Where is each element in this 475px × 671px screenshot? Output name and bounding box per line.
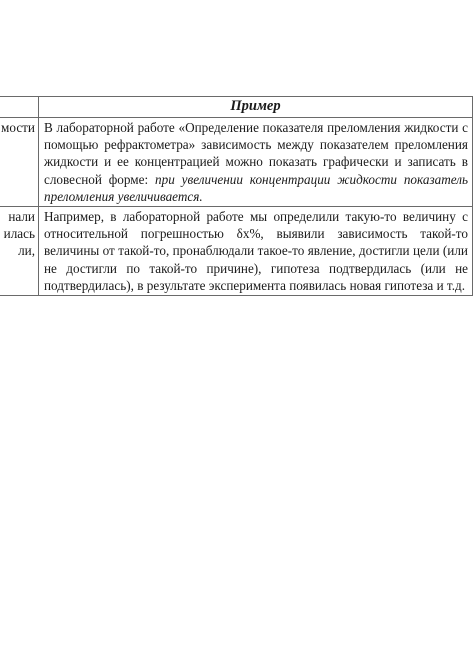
header-cell-left	[0, 97, 39, 118]
table-row	[0, 118, 473, 207]
example-cell	[39, 207, 473, 296]
example-italic-text: при увеличении концентрации жидкости показатель преломления увеличивается.	[44, 171, 468, 204]
left-cell-fragment: ли,	[18, 243, 35, 259]
table-header-row	[0, 97, 473, 118]
left-cell-fragment: мости	[1, 120, 35, 135]
left-cell-fragment: илась	[3, 226, 35, 242]
example-paragraph	[44, 119, 468, 205]
left-cell-truncated	[0, 118, 39, 207]
document-table	[0, 96, 473, 296]
example-cell	[39, 118, 473, 207]
header-cell-example: Пример	[39, 97, 473, 118]
example-paragraph: Например, в лабораторной работе мы определили такую-то величину с относительной погрешностью δх%, выявили зависимость такой-то величины от такой-то, пронаблюдали такое-то явление, достигли цели (или не достигли по такой-то причине), гипотеза подтвердилась (или не подтвердилась), в результате эксперимента появилась новая гипотеза и т.д.	[44, 209, 468, 293]
left-cell-truncated	[0, 207, 39, 296]
example-text: В лабораторной работе «Определение показателя преломления жидкости с помощью рефрактометра» зависимость между показателем преломления жидкости и ее концентрацией можно показать графически и записать в словесной форме:	[44, 120, 468, 187]
table-row	[0, 207, 473, 296]
left-cell-fragment: нали	[8, 209, 35, 225]
